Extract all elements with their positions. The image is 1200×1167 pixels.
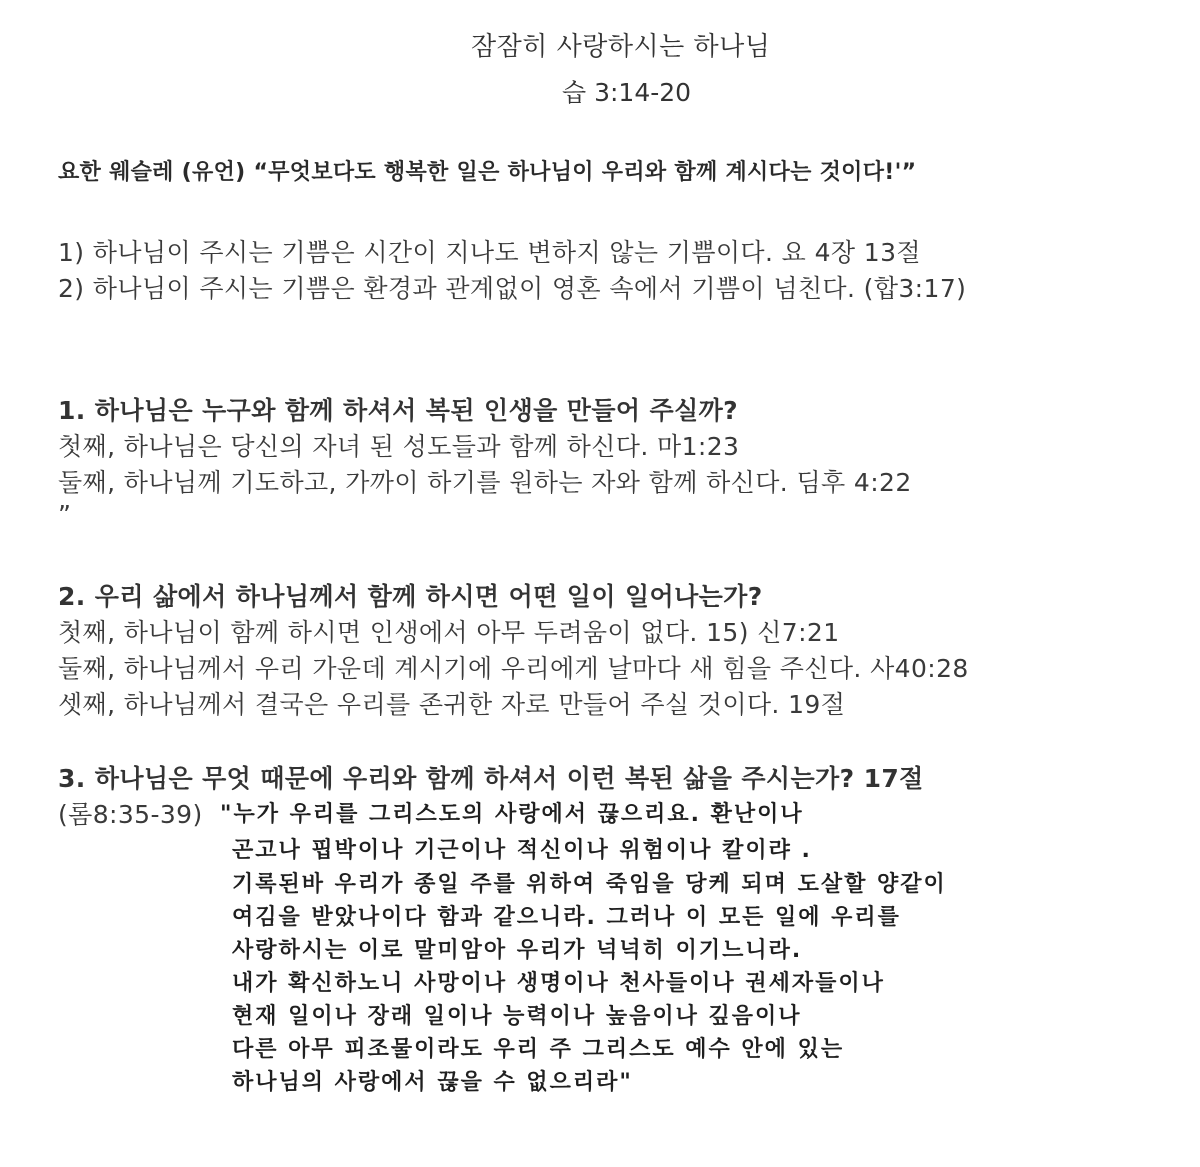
section-2-line-2: 둘째, 하나님께서 우리 가운데 계시기에 우리에게 날마다 새 힘을 주신다. 사40:28: [58, 654, 969, 683]
intro-point-2: 2) 하나님이 주시는 기쁨은 환경과 관계없이 영혼 속에서 기쁨이 넘친다. (합3:17): [58, 274, 967, 303]
scripture-line-2: 곤고나 핍박이나 기근이나 적신이나 위험이나 칼이랴 .: [232, 838, 812, 863]
section-1-line-2: 둘째, 하나님께 기도하고, 가까이 하기를 원하는 자와 함께 하신다. 딤후 4:22: [58, 468, 912, 497]
scripture-reference: 습 3:14-20: [562, 78, 692, 107]
scripture-line-6: 내가 확신하노니 사망이나 생명이나 천사들이나 권세자들이나: [232, 971, 885, 996]
scripture-line-1: "누가 우리를 그리스도의 사랑에서 끊으리요. 환난이나: [220, 802, 804, 827]
section-3-heading: 3. 하나님은 무엇 때문에 우리와 함께 하셔서 이런 복된 삶을 주시는가? 17절: [58, 764, 924, 793]
section-1-heading: 1. 하나님은 누구와 함께 하셔서 복된 인생을 만들어 주실까?: [58, 396, 739, 425]
section-3-scripture-ref: (롬8:35-39): [58, 800, 203, 829]
scripture-line-4: 여김을 받았나이다 함과 같으니라. 그러나 이 모든 일에 우리를: [232, 905, 901, 930]
section-2-line-3: 셋째, 하나님께서 결국은 우리를 존귀한 자로 만들어 주실 것이다. 19절: [58, 690, 846, 719]
section-2-heading: 2. 우리 삶에서 하나님께서 함께 하시면 어떤 일이 일어나는가?: [58, 582, 763, 611]
opening-quote: 요한 웨슬레 (유언) “무엇보다도 행복한 일은 하나님이 우리와 함께 계시다는 것이다!'”: [58, 160, 917, 185]
scripture-line-3: 기록된바 우리가 종일 주를 위하여 죽임을 당케 되며 도살할 양같이: [232, 872, 947, 897]
scripture-line-8: 다른 아무 피조물이라도 우리 주 그리스도 예수 안에 있는: [232, 1037, 845, 1062]
page-title: 잠잠히 사랑하시는 하나님: [471, 32, 771, 62]
scripture-line-7: 현재 일이나 장래 일이나 능력이나 높음이나 깊음이나: [232, 1004, 802, 1029]
section-2-line-1: 첫째, 하나님이 함께 하시면 인생에서 아무 두려움이 없다. 15) 신7:21: [58, 618, 840, 647]
section-1-line-3: ”: [58, 500, 72, 529]
section-1-line-1: 첫째, 하나님은 당신의 자녀 된 성도들과 함께 하신다. 마1:23: [58, 432, 740, 461]
scripture-line-5: 사랑하시는 이로 말미암아 우리가 넉넉히 이기느니라.: [232, 938, 803, 963]
scripture-line-9: 하나님의 사랑에서 끊을 수 없으리라": [232, 1070, 633, 1095]
intro-point-1: 1) 하나님이 주시는 기쁨은 시간이 지나도 변하지 않는 기쁨이다. 요 4장 13절: [58, 238, 921, 267]
